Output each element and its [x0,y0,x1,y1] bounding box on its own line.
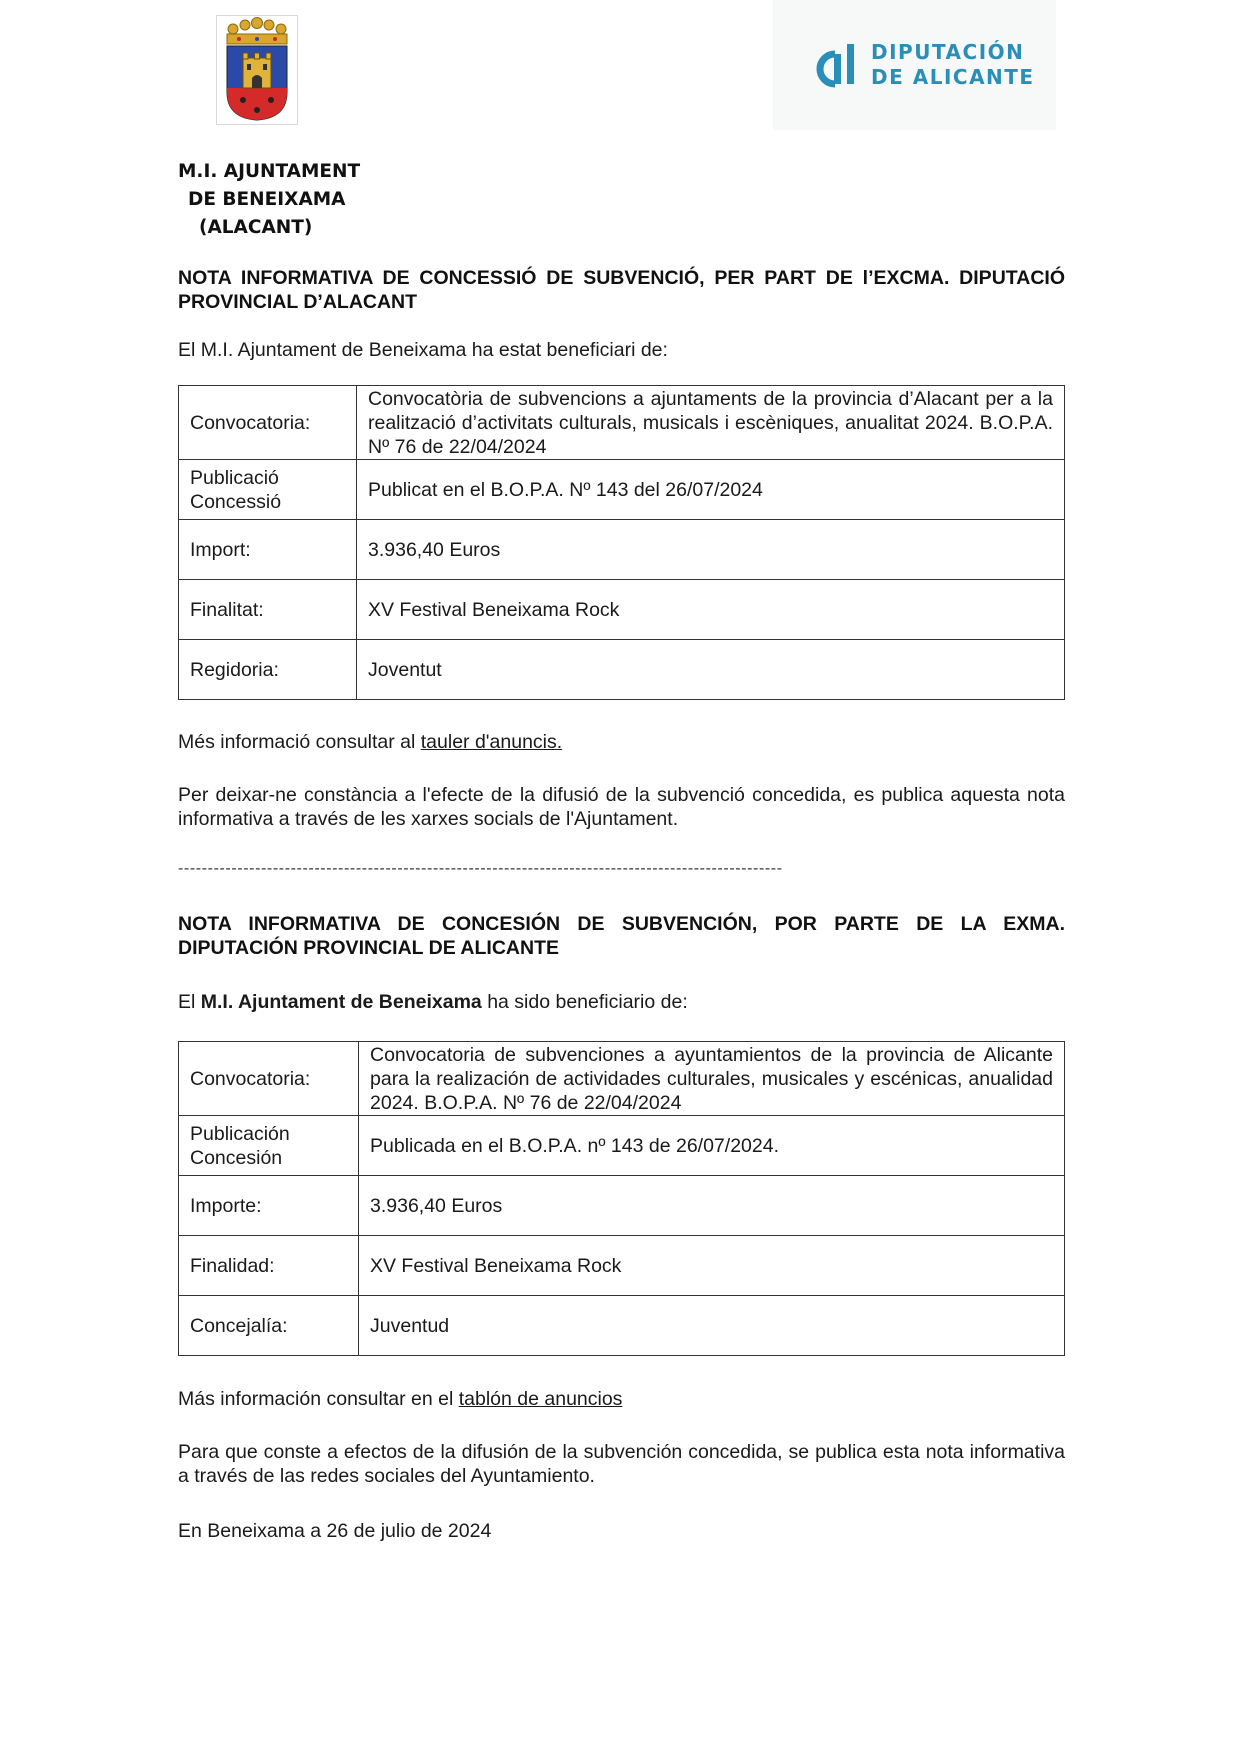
row-value: 3.936,40 Euros [359,1176,1065,1236]
organization-line: M.I. AJUNTAMENT [178,161,361,182]
table-row [179,520,1065,580]
more-info-text: Más información consultar en el [178,1388,459,1410]
row-value: XV Festival Beneixama Rock [359,1236,1065,1296]
intro-suffix: ha sido beneficiario de: [481,991,688,1013]
table-row [179,1042,1065,1116]
spanish-closing: Para que conste a efectos de la difusión de la subvención concedida, se publica esta nota informativa a través de las redes sociales del Ayuntamiento. [178,1441,1065,1487]
tablon-anuncios-link[interactable]: tablón de anuncios [458,1388,623,1410]
organization-line: (ALACANT) [199,217,313,238]
row-label: Convocatoria: [179,386,357,460]
valencian-closing: Per deixar-ne constància a l'efecte de la difusió de la subvenció concedida, es publica aquesta nota informativa a través de les xarxes socials de l'Ajuntament. [178,784,1065,830]
date-line: En Beneixama a 26 de julio de 2024 [178,1520,492,1542]
diputacion-alicante-logo [773,0,1056,130]
row-label: Import: [179,520,357,580]
valencian-more-info [178,730,1065,754]
valencian-intro: El M.I. Ajuntament de Beneixama ha estat beneficiari de: [178,339,668,361]
row-label: Publicació Concessió [179,460,357,520]
table-row [179,460,1065,520]
table-row [179,1176,1065,1236]
row-label: Convocatoria: [179,1042,359,1116]
row-value: Convocatòria de subvencions a ajuntaments de la provincia d’Alacant per a la realització d’activitats culturals, musicals i escèniques, anualitat 2024. B.O.P.A. Nº 76 de 22/04/2024 [357,386,1065,460]
diputacion-mark-icon [813,40,865,92]
organization-name [178,158,360,242]
spanish-info-table [178,1041,1065,1356]
row-label: Regidoria: [179,640,357,700]
spanish-heading: NOTA INFORMATIVA DE CONCESIÓN DE SUBVENCIÓN, POR PARTE DE LA EXMA. DIPUTACIÓN PROVINCIAL DE ALICANTE [178,913,1065,959]
row-value: Convocatoria de subvenciones a ayuntamientos de la provincia de Alicante para la realización de actividades culturales, musicales y escénicas, anualidad 2024. B.O.P.A. Nº 76 de 22/04/2024 [359,1042,1065,1116]
row-value: Publicada en el B.O.P.A. nº 143 de 26/07/2024. [359,1116,1065,1176]
row-value: XV Festival Beneixama Rock [357,580,1065,640]
beneixama-coat-of-arms [216,15,298,125]
row-value: 3.936,40 Euros [357,520,1065,580]
row-label: Publicación Concesión [179,1116,359,1176]
row-value: Publicat en el B.O.P.A. Nº 143 del 26/07/2024 [357,460,1065,520]
spanish-more-info [178,1387,1065,1411]
organization-line: DE BENEIXAMA [188,189,346,210]
spanish-intro [178,990,1065,1014]
table-row [179,1116,1065,1176]
table-row [179,1236,1065,1296]
valencian-info-table [178,385,1065,700]
table-row [179,640,1065,700]
table-row [179,386,1065,460]
table-row [179,1296,1065,1356]
row-value: Joventut [357,640,1065,700]
intro-prefix: El [178,991,201,1013]
row-value: Juventud [359,1296,1065,1356]
row-label: Finalidad: [179,1236,359,1296]
intro-organization: M.I. Ajuntament de Beneixama [200,991,482,1013]
valencian-heading: NOTA INFORMATIVA DE CONCESSIÓ DE SUBVENCIÓ, PER PART DE l’EXCMA. DIPUTACIÓ PROVINCIAL D’ALACANT [178,267,1065,313]
table-row [179,580,1065,640]
row-label: Finalitat: [179,580,357,640]
tauler-anuncis-link[interactable]: tauler d'anuncis. [420,731,563,753]
section-separator: ------------------------------------------------------------------------------------------------------ [178,860,783,877]
row-label: Concejalía: [179,1296,359,1356]
diputacion-logo-line-1: DIPUTACIÓN [871,40,1025,64]
more-info-text: Més informació consultar al [178,731,421,753]
row-label: Importe: [179,1176,359,1236]
diputacion-logo-line-2: DE ALICANTE [871,65,1035,89]
